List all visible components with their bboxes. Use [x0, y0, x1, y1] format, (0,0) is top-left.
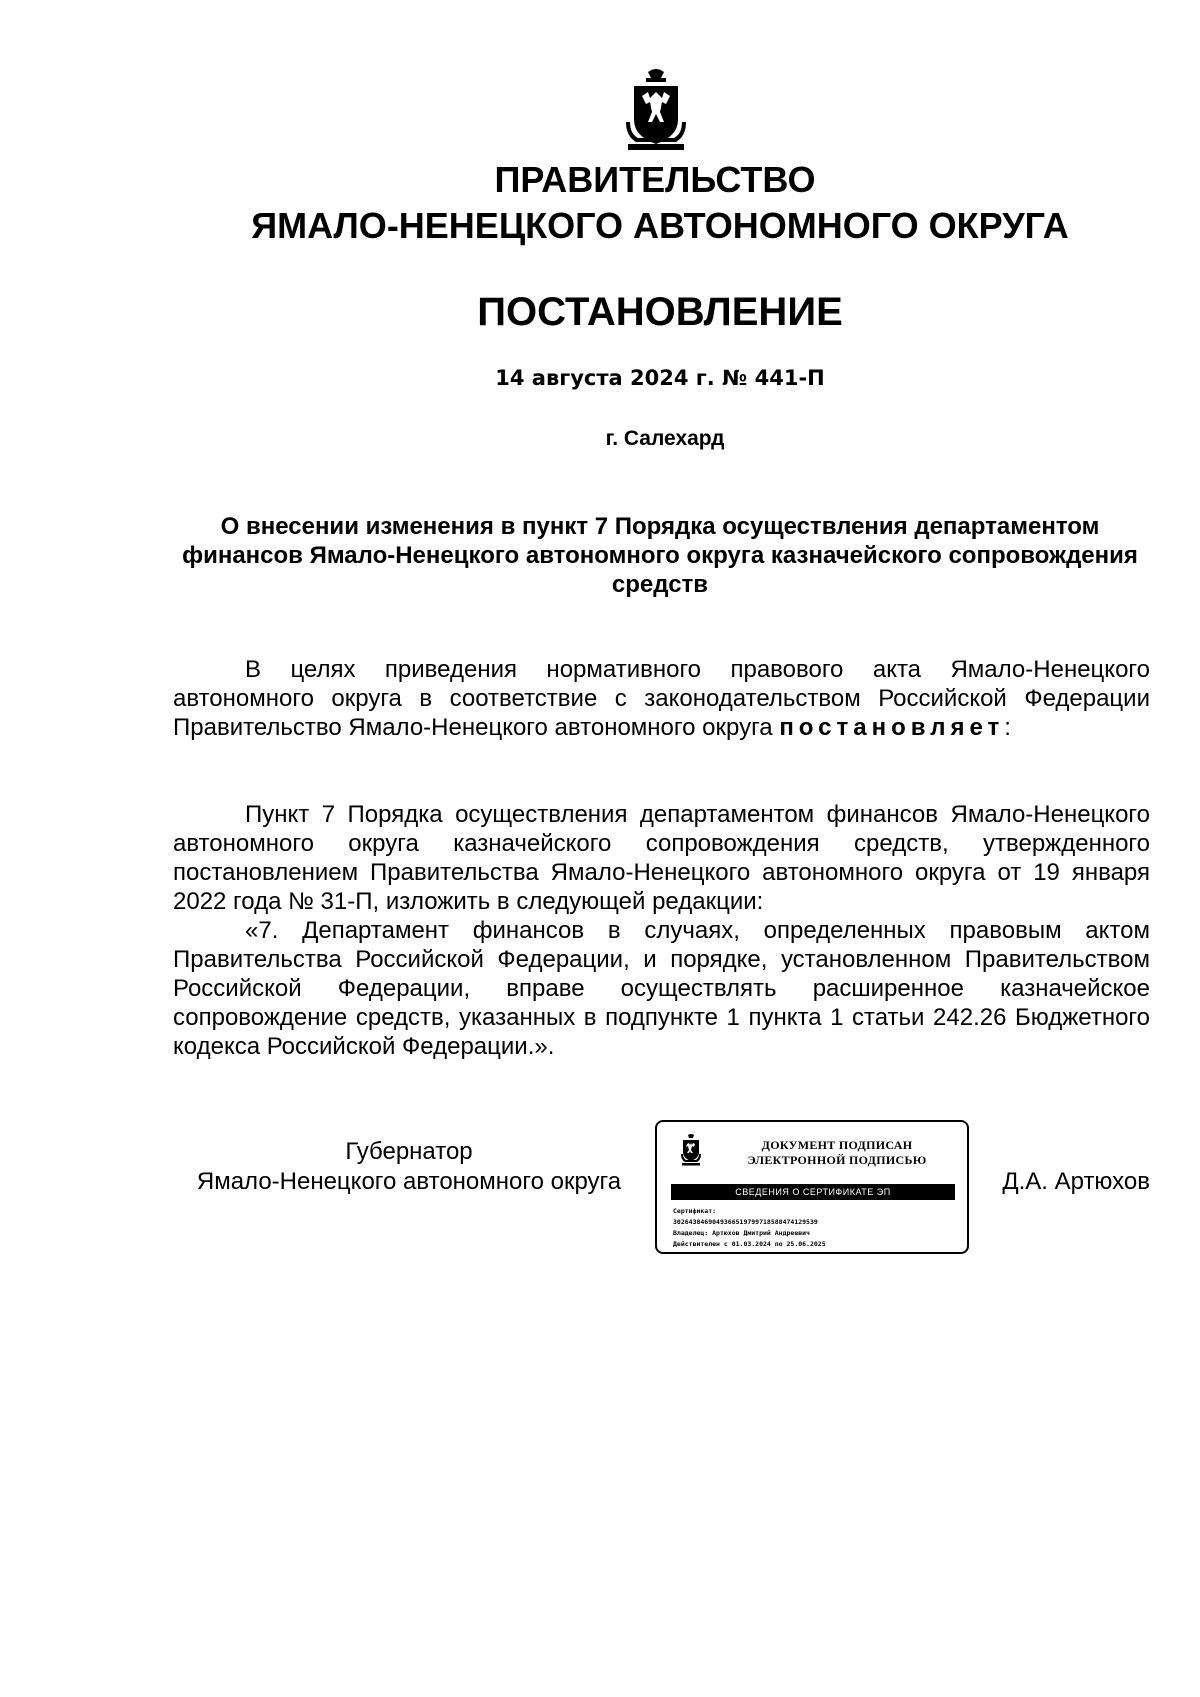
stamp-title-line1: ДОКУМЕНТ ПОДПИСАН	[761, 1138, 913, 1152]
position-line2: Ямало-Ненецкого автономного округа	[196, 1168, 622, 1195]
e-signature-stamp	[655, 1120, 969, 1254]
paragraph-preamble	[173, 655, 1150, 742]
coat-of-arms-emblem	[622, 68, 690, 152]
stamp-emblem-icon	[680, 1134, 702, 1166]
cert-label: Сертификат:	[673, 1207, 717, 1215]
date-number: 14 августа 2024 г. № 441-П	[495, 366, 825, 390]
paragraph-amendment: Пункт 7 Порядка осуществления департаментом финансов Ямало-Ненецкого автономного округа казначейского сопровождения средств, утвержденного постановлением Правительства Ямало-Ненецкого автономного округа от 19 января 2022 года № 31-П, изложить в следующей редакции:	[173, 801, 1150, 915]
cert-validity: Действителен с 01.03.2024 по 25.06.2025	[673, 1240, 826, 1248]
stamp-certificate-info	[673, 1206, 963, 1250]
document-title: О внесении изменения в пункт 7 Порядка осуществления департаментом финансов Ямало-Ненецкого автономного округа казначейского сопровождения средств	[182, 513, 1138, 598]
government-name-line1: ПРАВИТЕЛЬСТВО	[494, 159, 816, 200]
signatory-position	[170, 1137, 648, 1197]
stamp-title-line2: ЭЛЕКТРОННОЙ ПОДПИСЬЮ	[747, 1153, 927, 1167]
resolves-word: постановляет	[779, 714, 1005, 741]
paragraph-new-wording: «7. Департамент финансов в случаях, определенных правовым актом Правительства Российской Федерации, и порядке, установленном Правительством Российской Федерации, вправе осуществлять расширенное казначейское сопровождение средств, указанных в подпункте 1 пункта 1 статьи 242.26 Бюджетного кодекса Российской Федерации.».	[173, 917, 1150, 1060]
signatory-name: Д.А. Артюхов	[1002, 1168, 1150, 1195]
cert-number: 3026438469049366519799718588474129539	[673, 1218, 818, 1226]
stamp-title	[717, 1138, 957, 1168]
stamp-certificate-bar: СВЕДЕНИЯ О СЕРТИФИКАТЕ ЭП	[671, 1184, 955, 1200]
preamble-text: В целях приведения нормативного правового акта Ямало-Ненецкого автономного округа в соответствие с законодательством Российской Федерации Правительство Ямало-Ненецкого автономного округа	[173, 656, 1150, 741]
position-line1: Губернатор	[345, 1138, 473, 1165]
cert-owner: Владелец: Артюхов Дмитрий Андреевич	[673, 1229, 810, 1237]
preamble-colon: :	[1004, 714, 1011, 741]
city: г. Салехард	[605, 427, 725, 450]
document-type: ПОСТАНОВЛЕНИЕ	[477, 290, 843, 334]
government-name-line2: ЯМАЛО-НЕНЕЦКОГО АВТОНОМНОГО ОКРУГА	[251, 205, 1069, 246]
